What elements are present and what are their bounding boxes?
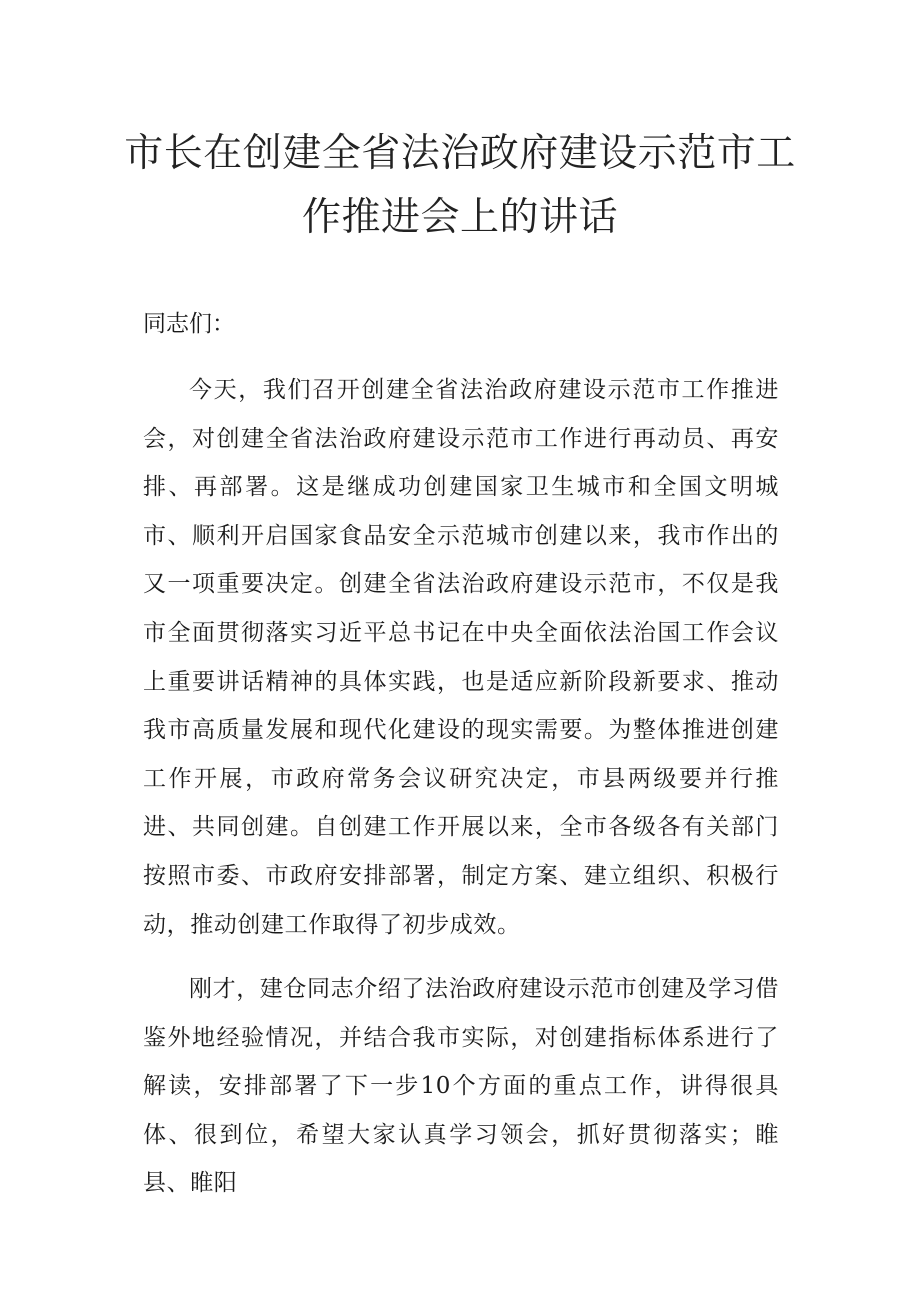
paragraph-2: 刚才，建仓同志介绍了法治政府建设示范市创建及学习借鉴外地经验情况，并结合我市实际，对创建指标体系进行了解读，安排部署了下一步10个方面的重点工作，讲得很具体、很到位，希望大家认真学习领会，抓好贯彻落实；睢县、睢阳 xyxy=(143,976,779,1197)
paragraph-1: 今天，我们召开创建全省法治政府建设示范市工作推进会，对创建全省法治政府建设示范市工作进行再动员、再安排、再部署。这是继成功创建国家卫生城市和全国文明城市、顺利开启国家食品安全示范城市创建以来，我市作出的又一项重要决定。创建全省法治政府建设示范市，不仅是我市全面贯彻落实习近平总书记在中央全面依法治国工作会议上重要讲话精神的具体实践，也是适应新阶段新要求、推动我市高质量发展和现代化建设的现实需要。为整体推进创建工作开展，市政府常务会议研究决定，市县两级要并行推进、共同创建。自创建工作开展以来，全市各级各有关部门按照市委、市政府安排部署，制定方案、建立组织、积极行动，推动创建工作取得了初步成效。 xyxy=(143,377,779,938)
salutation: 同志们： xyxy=(143,311,235,337)
document-title: 市长在创建全省法治政府建设示范市工作推进会上的讲话 xyxy=(124,131,796,240)
